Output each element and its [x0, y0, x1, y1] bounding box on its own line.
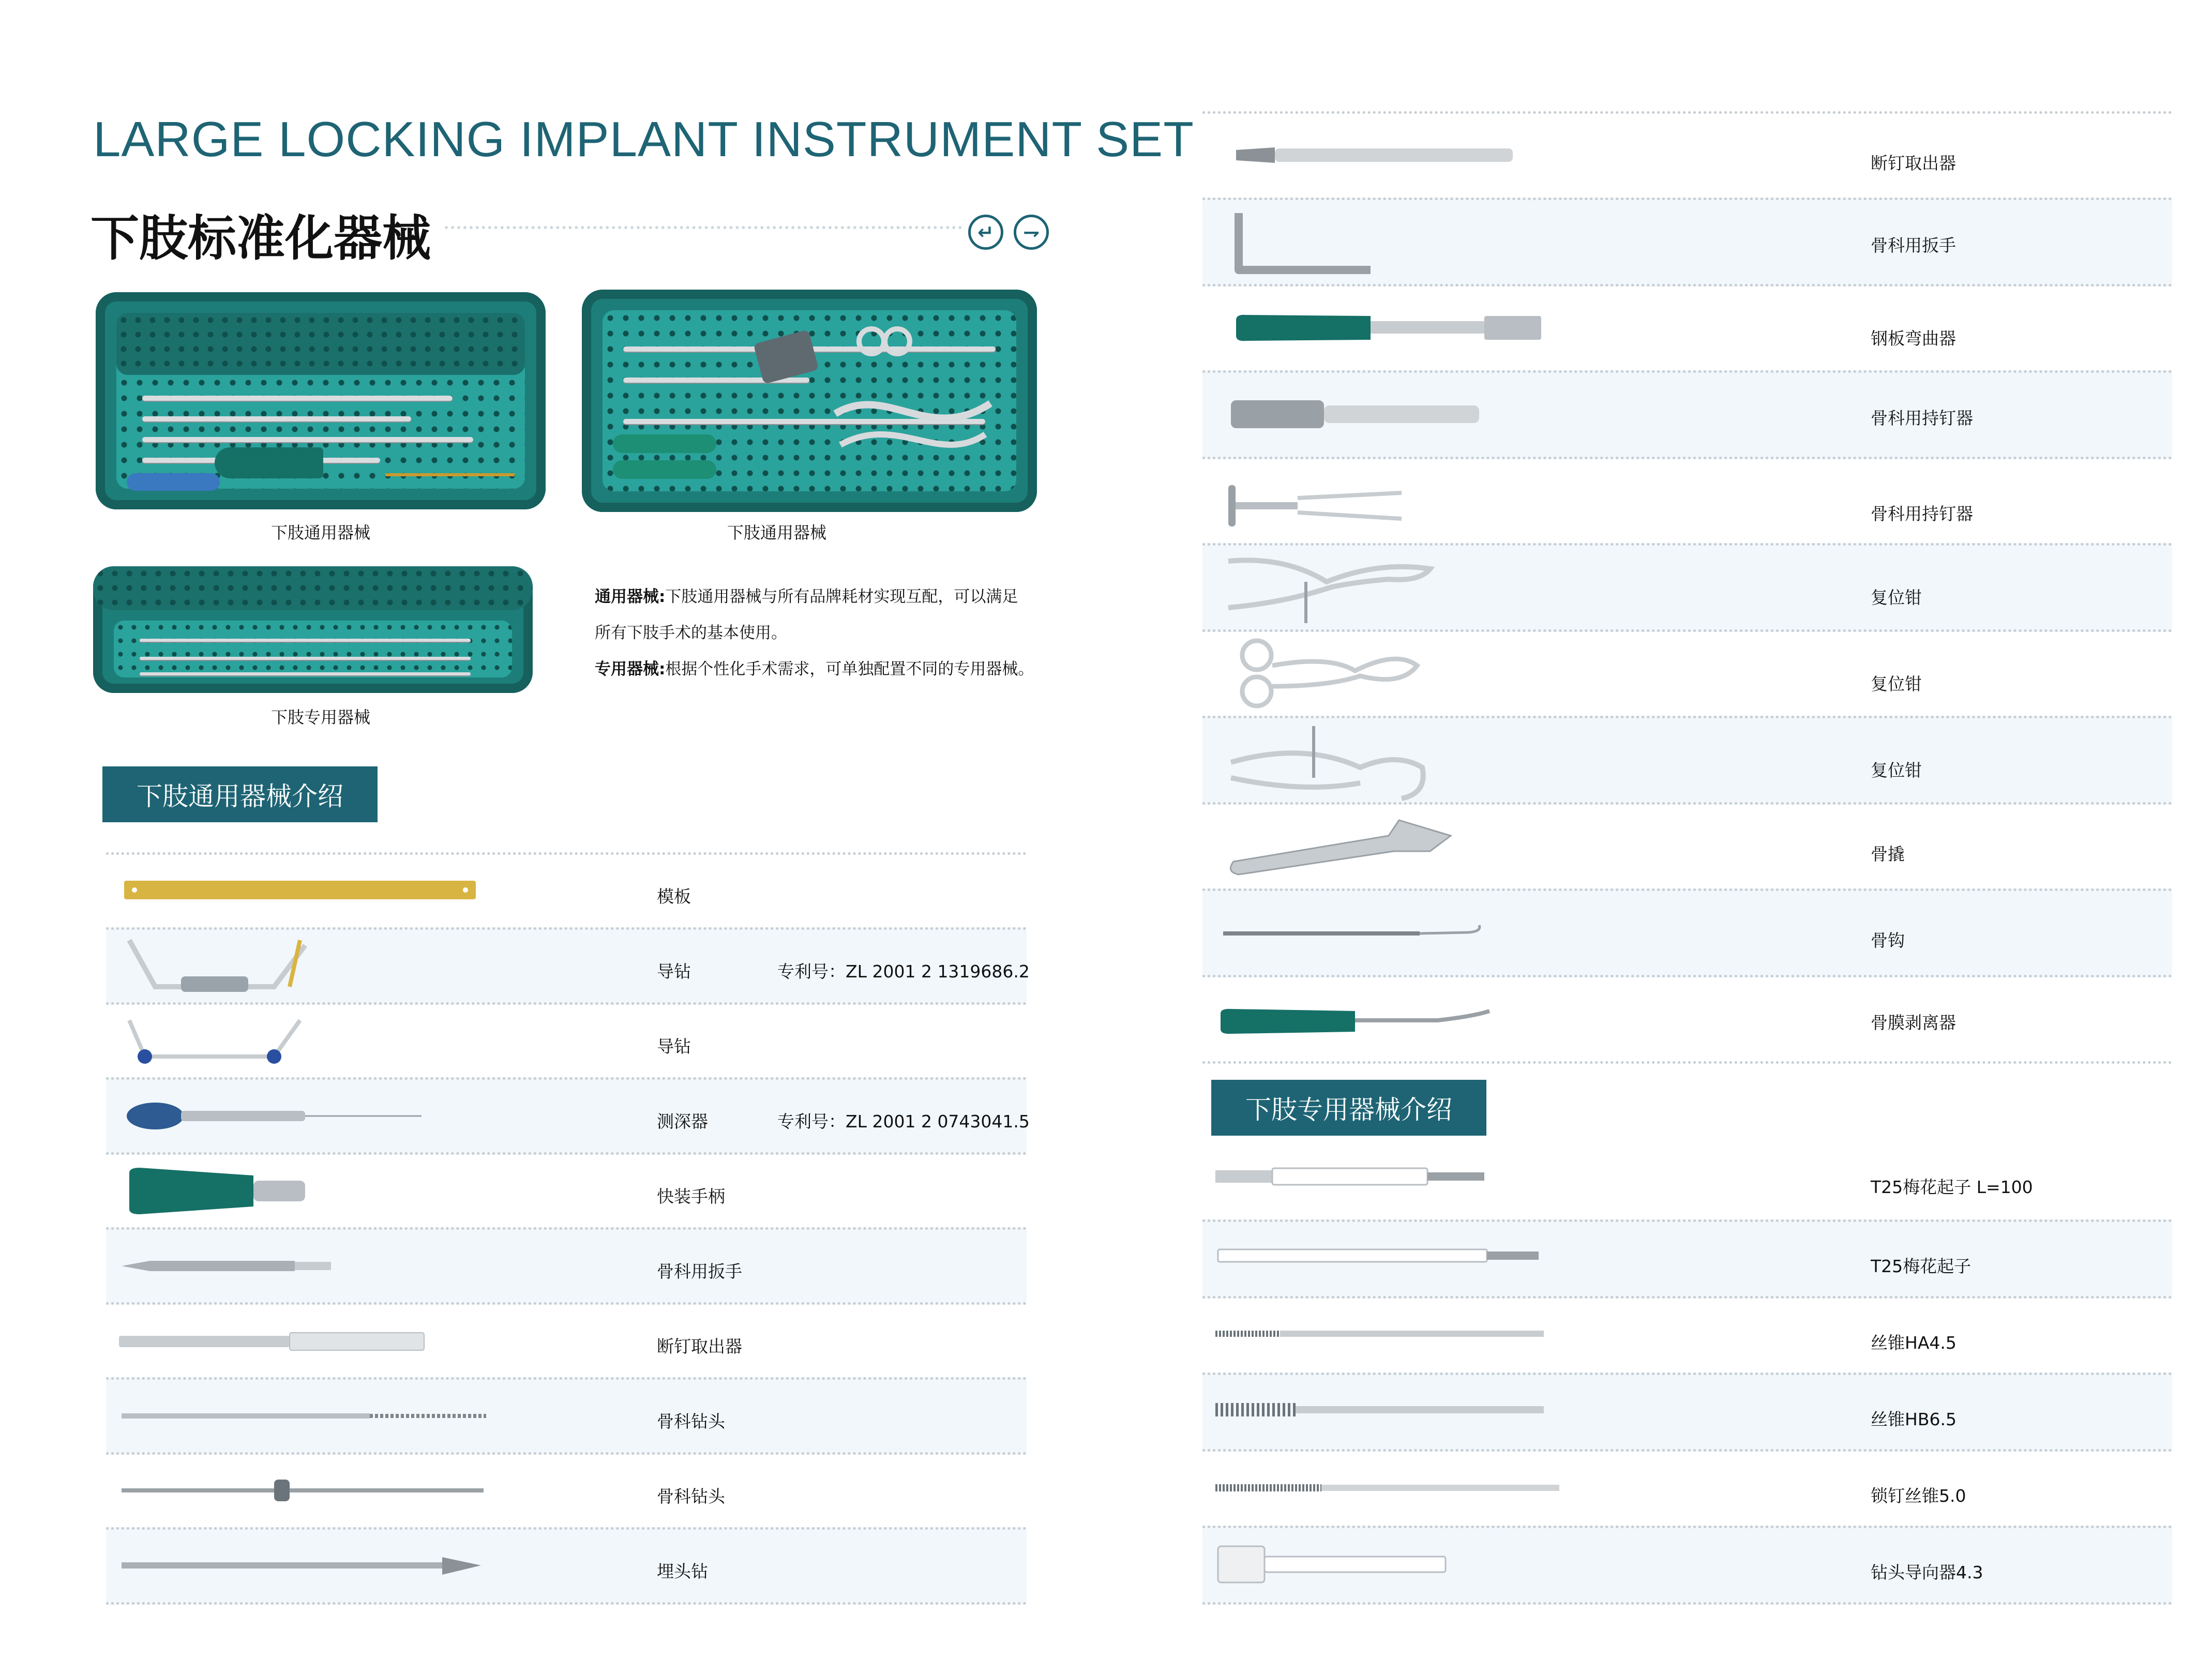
drill-bit-stop-icon	[119, 1475, 491, 1506]
drill-guide-a-icon	[119, 935, 326, 1002]
list-item	[1202, 1296, 2172, 1375]
list-item	[106, 1002, 1027, 1080]
item-name: 骨钩	[1871, 930, 1905, 951]
list-item	[106, 1302, 1027, 1380]
item-name: 骨撬	[1871, 844, 1905, 864]
tray-image-general-2	[582, 290, 1037, 512]
item-name: 骨科钻头	[657, 1486, 725, 1506]
screw-extractor-icon	[116, 1331, 427, 1353]
bone-hook-icon	[1221, 922, 1489, 943]
tray-image-special	[93, 566, 533, 693]
list-item	[106, 1377, 1027, 1455]
tray-caption-3: 下肢专用器械	[270, 707, 370, 727]
tray-caption-1: 下肢通用器械	[270, 523, 370, 542]
title-divider	[445, 226, 962, 229]
quick-handle-icon	[124, 1163, 331, 1219]
drill-bit-icon	[119, 1408, 491, 1424]
item-name: 断钉取出器	[1871, 153, 1956, 173]
item-patent: 专利号：ZL 2001 2 1319686.2	[777, 961, 1030, 982]
item-name: 骨科钻头	[657, 1411, 725, 1431]
item-patent: 专利号：ZL 2001 2 0743041.5	[777, 1111, 1030, 1132]
hex-key-icon	[1226, 208, 1381, 280]
prev-page-button[interactable]	[968, 215, 1003, 250]
list-item	[106, 852, 1027, 930]
special-instrument-list	[1202, 1143, 2172, 1602]
general-instrument-list	[106, 852, 1030, 1602]
item-name: T25梅花起子	[1871, 1256, 1972, 1276]
template-plate-icon	[122, 876, 484, 907]
item-name: 复位钳	[1871, 674, 1922, 694]
item-name: 丝锥HB6.5	[1871, 1409, 1957, 1429]
list-item	[1202, 111, 2172, 200]
item-name: 骨科用扳手	[1871, 235, 1956, 255]
list-item	[1202, 1143, 2172, 1219]
torx-driver-short-icon	[1213, 1166, 1492, 1187]
list-item	[1202, 888, 2172, 977]
list-item	[106, 1152, 1027, 1230]
reduction-forceps-icon	[1223, 551, 1440, 628]
list-item	[1202, 1449, 2172, 1528]
drill-sleeve-icon	[1215, 1544, 1453, 1585]
return-arrow-icon: ↵	[977, 221, 994, 244]
item-name: 测深器	[657, 1111, 708, 1132]
section-heading-general: 下肢通用器械介绍	[102, 766, 378, 822]
item-name: 模板	[657, 886, 691, 907]
tap-ha-icon	[1213, 1324, 1554, 1343]
tray-caption-2: 下肢通用器械	[727, 523, 826, 542]
depth-gauge-icon	[124, 1098, 434, 1134]
tap-hb-icon	[1213, 1398, 1554, 1421]
drill-guide-b-icon	[119, 1010, 326, 1077]
list-item	[1202, 629, 2172, 718]
list-item	[1202, 543, 2172, 632]
list-item	[1202, 716, 2172, 805]
item-name: 骨科用扳手	[657, 1261, 742, 1281]
next-page-button[interactable]	[1014, 215, 1049, 250]
extractor-threaded-icon	[1233, 142, 1523, 168]
periosteal-elevator-icon	[1215, 1006, 1495, 1037]
desc-line-1	[595, 583, 1018, 607]
desc-general-label: 通用器械:	[595, 587, 666, 606]
list-item	[1202, 1526, 2172, 1605]
locking-tap-icon	[1213, 1480, 1564, 1496]
list-item	[106, 927, 1030, 1005]
reduction-forceps-curved-icon	[1226, 721, 1443, 804]
list-item	[1202, 802, 2172, 891]
item-name: 导钻	[657, 961, 691, 982]
list-item	[106, 1527, 1027, 1605]
item-name: 骨膜剥离器	[1871, 1013, 1956, 1033]
tray-image-general-1	[96, 292, 546, 509]
desc-special-text: 根据个性化手术需求，可单独配置不同的专用器械。	[665, 660, 1034, 678]
general-instrument-list-continued	[1202, 111, 2172, 1063]
item-name: 丝锥HA4.5	[1871, 1333, 1957, 1353]
desc-general-text: 下肢通用器械与所有品牌耗材实现互配，可以满足	[665, 587, 1018, 606]
page-title-cn: 下肢标准化器械	[91, 210, 431, 267]
item-name: 钻头导向器4.3	[1871, 1562, 1983, 1582]
section-heading-special: 下肢专用器械介绍	[1211, 1080, 1486, 1136]
list-item	[1202, 457, 2172, 546]
torx-driver-icon	[1215, 1245, 1546, 1266]
item-name: 复位钳	[1871, 760, 1922, 780]
item-name: 锁钉丝锥5.0	[1871, 1486, 1966, 1506]
hook-arrow-icon: ⇁	[1023, 221, 1040, 244]
countersink-icon	[119, 1553, 491, 1579]
item-name: 快装手柄	[657, 1186, 725, 1207]
desc-special-label: 专用器械:	[595, 660, 666, 678]
item-name: 钢板弯曲器	[1871, 328, 1956, 349]
reduction-forceps-clamp-icon	[1226, 635, 1433, 717]
item-name: T25梅花起子 L=100	[1871, 1177, 2033, 1197]
item-name: 复位钳	[1871, 587, 1922, 608]
list-item	[1202, 1373, 2172, 1452]
list-item	[1202, 284, 2172, 373]
desc-line-2: 所有下肢手术的基本使用。	[595, 624, 787, 642]
desc-line-3	[595, 656, 1034, 679]
list-item	[106, 1227, 1027, 1305]
item-name: 埋头钻	[657, 1561, 708, 1581]
screw-holder-icon	[1228, 396, 1487, 432]
item-name: 导钻	[657, 1036, 691, 1057]
list-item	[1202, 370, 2172, 459]
screw-holder-fork-icon	[1226, 482, 1422, 529]
list-item	[106, 1077, 1030, 1155]
page-title-en: LARGE LOCKING IMPLANT INSTRUMENT SET	[93, 112, 1194, 167]
plate-bender-icon	[1231, 310, 1552, 346]
item-name: 骨科用持钉器	[1871, 408, 1973, 428]
list-item	[1202, 975, 2172, 1064]
item-name: 断钉取出器	[657, 1336, 742, 1356]
bone-lever-icon	[1223, 815, 1482, 877]
wrench-rod-icon	[119, 1256, 357, 1276]
list-item	[1202, 198, 2172, 286]
item-name: 骨科用持钉器	[1871, 504, 1973, 524]
list-item	[106, 1452, 1027, 1530]
list-item	[1202, 1219, 2172, 1299]
